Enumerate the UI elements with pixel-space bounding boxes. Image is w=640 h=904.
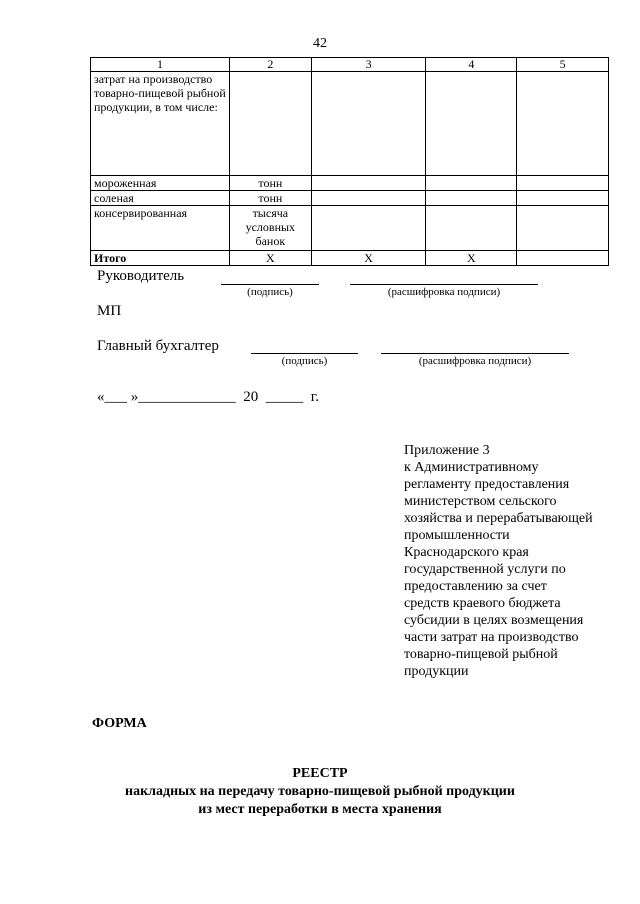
unit-cell: тонн bbox=[229, 191, 311, 206]
reestr-subtitle-line1: накладных на передачу товарно-пищевой рыбной продукции bbox=[125, 784, 515, 799]
unit-cell: тонн bbox=[229, 176, 311, 191]
accountant-signature-line[interactable] bbox=[251, 353, 358, 354]
appendix-line: министерством сельского bbox=[404, 494, 557, 509]
table-row bbox=[91, 176, 609, 191]
appendix-line: к Административному bbox=[404, 460, 539, 475]
column-header: 4 bbox=[426, 58, 517, 72]
head-label: Руководитель bbox=[97, 268, 185, 284]
accountant-label: Главный бухгалтер bbox=[97, 338, 219, 354]
head-decode-caption: (расшифровка подписи) bbox=[387, 286, 501, 298]
value-cell bbox=[311, 191, 426, 206]
accountant-signature-caption: (подпись) bbox=[281, 355, 328, 367]
row-label: консервированная bbox=[91, 206, 230, 251]
reestr-title: РЕЕСТР bbox=[292, 766, 348, 781]
costs-table bbox=[90, 57, 609, 266]
value-cell bbox=[426, 206, 517, 251]
table-row bbox=[91, 72, 609, 176]
date-line[interactable]: «___ »_____________ 20 _____ г. bbox=[97, 389, 319, 405]
appendix-line: товарно-пищевой рыбной bbox=[404, 647, 558, 662]
total-cell: Х bbox=[311, 251, 426, 266]
appendix-line: хозяйства и перерабатывающей bbox=[404, 511, 593, 526]
appendix-line: Приложение 3 bbox=[404, 443, 490, 458]
row-label: соленая bbox=[91, 191, 230, 206]
appendix-line: средств краевого бюджета bbox=[404, 596, 561, 611]
appendix-line: государственной услуги по bbox=[404, 562, 566, 577]
accountant-decode-line[interactable] bbox=[381, 353, 569, 354]
reestr-subtitle-line2: из мест переработки в места хранения bbox=[198, 802, 442, 817]
accountant-decode-caption: (расшифровка подписи) bbox=[418, 355, 532, 367]
value-cell bbox=[426, 191, 517, 206]
value-cell bbox=[517, 191, 609, 206]
row-label: Итого bbox=[91, 251, 230, 266]
value-cell bbox=[517, 176, 609, 191]
unit-cell: тысяча условных банок bbox=[229, 206, 311, 251]
column-header: 1 bbox=[91, 58, 230, 72]
appendix-line: Краснодарского края bbox=[404, 545, 529, 560]
table-row bbox=[91, 206, 609, 251]
value-cell bbox=[517, 206, 609, 251]
head-decode-line[interactable] bbox=[350, 284, 538, 285]
column-header: 2 bbox=[229, 58, 311, 72]
table-row bbox=[91, 191, 609, 206]
appendix-line: части затрат на производство bbox=[404, 630, 579, 645]
column-header: 3 bbox=[311, 58, 426, 72]
appendix-line: промышленности bbox=[404, 528, 510, 543]
appendix-line: продукции bbox=[404, 664, 469, 679]
page-number: 42 bbox=[313, 36, 327, 51]
table-header-row bbox=[91, 58, 609, 72]
value-cell bbox=[426, 72, 517, 176]
value-cell bbox=[517, 72, 609, 176]
row-label: мороженная bbox=[91, 176, 230, 191]
column-header: 5 bbox=[517, 58, 609, 72]
appendix-line: регламенту предоставления bbox=[404, 477, 570, 492]
appendix-line: субсидии в целях возмещения bbox=[404, 613, 584, 628]
value-cell bbox=[517, 251, 609, 266]
head-signature-line[interactable] bbox=[221, 284, 319, 285]
value-cell bbox=[426, 176, 517, 191]
value-cell bbox=[311, 72, 426, 176]
appendix-block bbox=[404, 442, 619, 680]
row-label: затрат на производство товарно-пищевой рыбной продукции, в том числе: bbox=[91, 72, 230, 176]
stamp-label: МП bbox=[97, 303, 122, 319]
total-cell: Х bbox=[426, 251, 517, 266]
appendix-line: предоставлению за счет bbox=[404, 579, 547, 594]
value-cell bbox=[311, 176, 426, 191]
value-cell bbox=[311, 206, 426, 251]
form-label: ФОРМА bbox=[92, 716, 147, 731]
unit-cell bbox=[229, 72, 311, 176]
total-cell: Х bbox=[229, 251, 311, 266]
head-signature-caption: (подпись) bbox=[247, 286, 293, 298]
table-total-row bbox=[91, 251, 609, 266]
